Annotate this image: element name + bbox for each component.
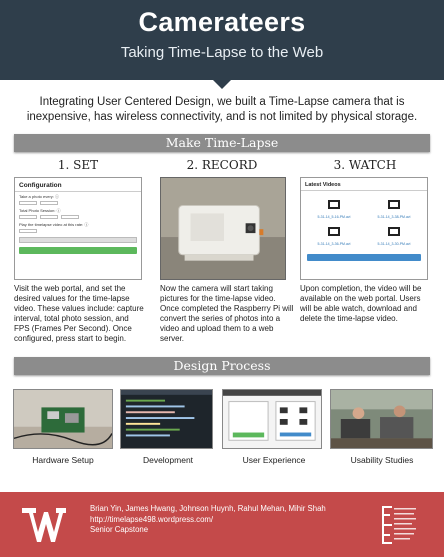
authors: Brian Yin, James Hwang, Johnson Huynh, Rahul Mehan, Mihir Shah [90,504,326,513]
step-heading-set: 1. SET [57,158,99,172]
course-label: Senior Capstone [90,525,149,534]
camera-illustration [161,178,285,279]
step-description-watch: Upon completion, the video will be available on the web portal. Users will be able watch, download and delete the time-lapse video. [300,284,422,323]
config-row-interval: Take a photo every: ⓘ [19,194,60,199]
development-image [120,389,213,449]
user-experience-image [222,389,322,449]
video-link: 5-31-14_3-38-PM.avi [377,215,411,219]
label-hardware-setup: Hardware Setup [32,455,94,465]
all-videos-button [307,254,421,261]
film-icon [388,200,400,209]
header [0,0,444,80]
latest-videos-screenshot [300,177,428,280]
video-link: 5-31-14_3-36-PM.avi [317,242,351,246]
video-item [367,223,421,246]
config-inputs-rate [15,228,141,234]
film-icon [388,227,400,236]
latest-videos-grid [301,191,427,251]
latest-videos-title: Latest Videos [301,178,427,191]
header-notch [212,79,232,89]
video-item [307,196,361,219]
hcde-logo-icon [380,500,420,550]
step-description-set: Visit the web portal, and set the desired values for the time-lapse video. These values include: capture interval, total photo session, and FPS (Frames Per Second). Once configured, press start to begin. [14,284,144,343]
video-item [367,196,421,219]
intro-text: Integrating User Centered Design, we built a Time-Lapse camera that is inexpensive, has wireless connectivity, and is not limited by physical storage. [26,96,418,123]
camera-photo [160,177,286,280]
credits [90,504,326,536]
page-subtitle: Taking Time-Lapse to the Web [120,44,324,61]
configuration-screenshot [14,177,142,280]
video-link: 5-31-14_5-16-PM.avi [317,215,351,219]
project-url: http://timelapse498.wordpress.com/ [90,514,214,524]
config-row-session: Total Photo Session: ⓘ [19,208,61,213]
label-development: Development [142,455,194,465]
step-heading-record: 2. RECORD [186,158,258,172]
video-item [307,223,361,246]
configuration-title: Configuration [15,178,141,192]
step-description-record: Now the camera will start taking pictures for the time-lapse video. Once completed the Raspberry Pi will convert the series of photos into a video and upload them to a web server. [160,284,294,343]
label-usability-studies: Usability Studies [350,455,414,465]
section-bar-make: Make Time-Lapse [14,134,430,152]
video-link: 5-31-14_3-30-PM.avi [377,242,411,246]
label-user-experience: User Experience [242,455,306,465]
start-button [19,247,137,254]
page-title: Camerateers [138,7,306,37]
config-length-bar [19,237,137,243]
uw-logo-icon [20,504,68,546]
usability-studies-image [330,389,433,449]
hardware-setup-image [13,389,113,449]
config-row-rate: Play the timelapse video at this rate: ⓘ [19,222,89,227]
film-icon [328,227,340,236]
section-bar-design: Design Process [14,357,430,375]
film-icon [328,200,340,209]
step-heading-watch: 3. WATCH [333,158,397,172]
footer [0,492,444,557]
